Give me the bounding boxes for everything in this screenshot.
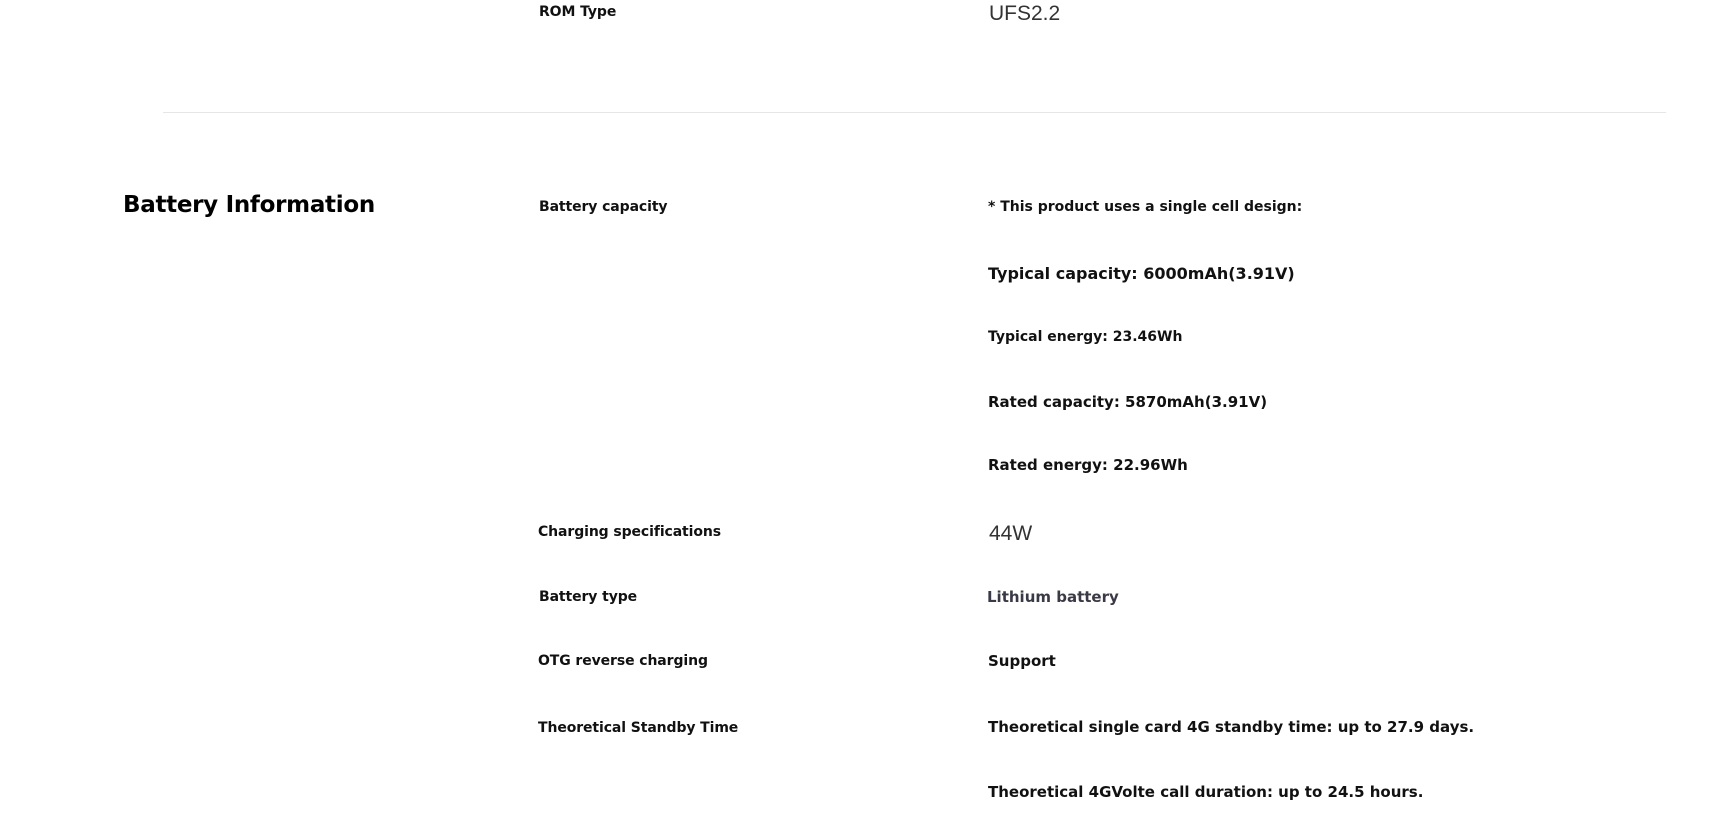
rom-type-value: UFS2.2: [989, 2, 1061, 25]
rated-capacity: Rated capacity: 5870mAh(3.91V): [988, 393, 1268, 411]
standby-time-label: Theoretical Standby Time: [538, 720, 739, 736]
section-title-battery: Battery Information: [123, 192, 375, 218]
charging-spec-value: 44W: [989, 522, 1033, 545]
battery-type-label: Battery type: [539, 589, 638, 605]
section-divider: [163, 112, 1666, 113]
battery-capacity-label: Battery capacity: [539, 199, 668, 215]
charging-spec-label: Charging specifications: [538, 524, 721, 540]
call-duration-value: Theoretical 4GVolte call duration: up to 24.5 hours.: [988, 783, 1424, 801]
otg-charging-label: OTG reverse charging: [538, 653, 708, 669]
otg-charging-value: Support: [988, 652, 1056, 670]
battery-type-value: Lithium battery: [987, 588, 1119, 606]
standby-time-value: Theoretical single card 4G standby time: up to 27.9 days.: [988, 718, 1475, 736]
rom-type-label: ROM Type: [539, 4, 617, 20]
battery-capacity-note: * This product uses a single cell design:: [988, 199, 1303, 215]
typical-energy: Typical energy: 23.46Wh: [988, 329, 1183, 345]
rated-energy: Rated energy: 22.96Wh: [988, 456, 1188, 474]
typical-capacity: Typical capacity: 6000mAh(3.91V): [988, 264, 1295, 283]
